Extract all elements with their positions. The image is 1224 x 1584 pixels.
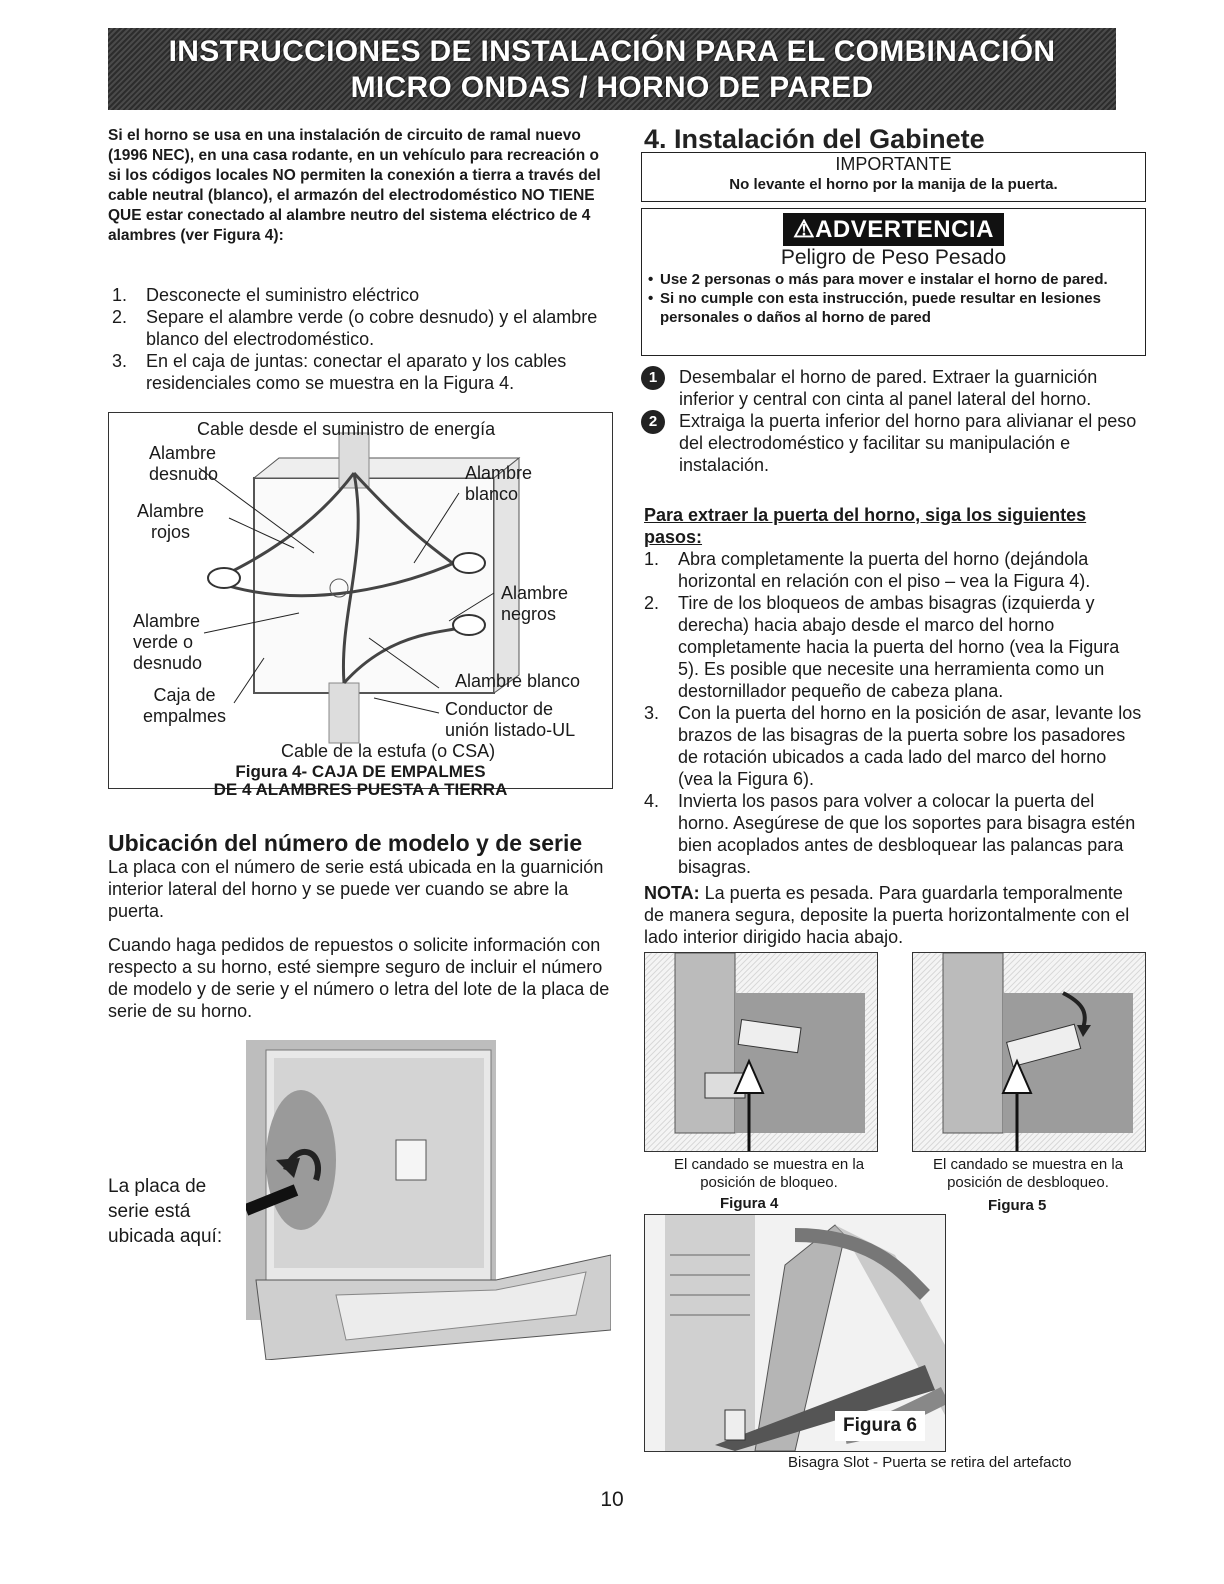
label-white-wire-top: Alambre blanco [465,463,533,504]
intro-paragraph: Si el horno se usa en una instalación de circuito de ramal nuevo (1996 NEC), en una casa rodante, en un vehículo para recreación o si los códigos locales NO permiten la conexión a tierra a través del cable neutral (blanco), el armazón del electrodoméstico NO TIENE QUE estar conectado al alambre neutro del sistema eléctrico de 4 alambres (ver Figura 4): [108,127,601,244]
figure-4-caption: Figura 4- CAJA DE EMPALMES DE 4 ALAMBRES PUESTA A TIERRA [213,762,508,799]
unpack-steps [641,366,1141,476]
list-item: 2. Tire de los bloqueos de ambas bisagras (izquierda y derecha) hacia abajo desde el marco del horno completamente hacia la puerta del horno (vea la Figura 5). Es posible que necesite una herramienta como un destornillador pequeño de cabeza plana. [644,593,1120,701]
important-title: IMPORTANTE [835,154,952,174]
list-item: 2 Extraiga la puerta inferior del horno para alivianar el peso del electrodoméstico y facilitar su manipulación e instalación. [641,410,1141,476]
warning-item: • Si no cumple con esta instrucción, puede resultar en lesiones personales o daños al horno de pared [648,290,1101,326]
warning-title: Peligro de Peso Pesado [780,246,1007,269]
banner-line-1: INSTRUCCIONES DE INSTALACIÓN PARA EL COMBINACIÓN [168,35,1056,68]
figure-6-caption: Bisagra Slot - Puerta se retira del artefacto [788,1454,1072,1471]
label-bare-wire: Alambre desnudo [149,443,219,484]
warning-triangle-icon: ⚠ [793,216,816,243]
step-number-icon: 1 [641,366,665,390]
warning-box [641,208,1146,356]
door-removal-steps [644,548,1144,878]
label-black-wires: Alambre negros [501,583,569,624]
list-item: 3. Con la puerta del horno en la posición de asar, levante los brazos de las bisagras de la puerta sobre los pasadores de rotación ubicados a cada lado del marco del horno (vea la Figura 6). [644,703,1142,789]
figure-4-label: Figura 4 [720,1195,779,1212]
figure-4-caption-text: El candado se muestra en la posición de bloqueo. [673,1156,865,1191]
oven-illustration [246,1040,611,1360]
figure-5-label: Figura 5 [988,1197,1047,1214]
page-banner [108,28,1116,110]
note-label: NOTA: [644,883,700,903]
figure-5-caption-text: El candado se muestra en la posición de desbloqueo. [932,1156,1124,1191]
label-ul-conductor: Conductor de unión listado-UL [445,699,576,740]
figure-5-unlock-image [912,952,1146,1152]
list-item: 1 Desembalar el horno de pared. Extraer la guarnición inferior y central con cinta al panel lateral del horno. [641,366,1141,410]
serial-plate-label: La placa de serie está ubicada aquí: [108,1176,223,1247]
list-item: 2. Separe el alambre verde (o cobre desnudo) y el alambre blanco del electrodoméstico. [112,307,598,349]
important-text: No levante el horno por la manija de la puerta. [729,176,1058,193]
step-number-icon: 2 [641,410,665,434]
list-item: 3. En el caja de juntas: conectar el aparato y los cables residenciales como se muestra en la Figura 4. [112,351,567,393]
label-range-cable: Cable de la estufa (o CSA) [281,741,496,761]
model-paragraph-2: Cuando haga pedidos de repuestos o solicite información con respecto a su horno, esté siempre seguro de incluir el número de modelo y de serie y el número o letra del lote de la placa de serie de su horno. [108,935,610,1021]
label-green-wire: Alambre verde o desnudo [133,611,203,673]
list-item: 1. Desconecte el suministro eléctrico [112,285,420,305]
label-red-wires: Alambre rojos [137,501,205,542]
important-box [641,152,1146,202]
figure-6-label: Figura 6 [835,1411,925,1441]
disconnect-steps [112,284,617,394]
label-junction-box: Caja de empalmes [143,685,227,726]
label-white-wire-bottom: Alambre blanco [455,671,581,691]
hinge-locked-illustration [645,953,877,1151]
figure-4-lock-image [644,952,878,1152]
oven-interior-image [246,1040,611,1360]
banner-line-2: MICRO ONDAS / HORNO DE PARED [350,71,874,104]
warning-badge: ⚠ADVERTENCIA [783,213,1004,246]
page-number: 10 [600,1488,624,1511]
figure-4-junction-box [108,412,613,799]
list-item: 1. Abra completamente la puerta del horno (dejándola horizontal en relación con el piso – vea la Figura 4). [644,549,1091,591]
model-paragraph-1: La placa con el número de serie está ubicada en la guarnición interior lateral del horno y se puede ver cuando se abre la puerta. [108,857,604,921]
figure-6-door-removal-image [644,1214,946,1452]
hinge-unlocked-illustration [913,953,1145,1151]
list-item: 4. Invierta los pasos para volver a colocar la puerta del horno. Asegúrese de que los soportes para bisagra estén bien acoplados antes de desbloquear las palancas para bisagras. [644,791,1136,877]
warning-item: • Use 2 personas o más para mover e instalar el horno de pared. [648,271,1108,288]
door-removal-heading: Para extraer la puerta del horno, siga los siguientes pasos: [644,505,1087,547]
note-paragraph: NOTA: La puerta es pesada. Para guardarla temporalmente de manera segura, deposite la puerta horizontalmente con el lado interior dirigido hacia abajo. [644,883,1130,947]
model-serial-heading: Ubicación del número de modelo y de serie [108,830,583,856]
section-heading: 4. Instalación del Gabinete [644,124,985,154]
label-cable-supply: Cable desde el suministro de energía [197,419,496,439]
